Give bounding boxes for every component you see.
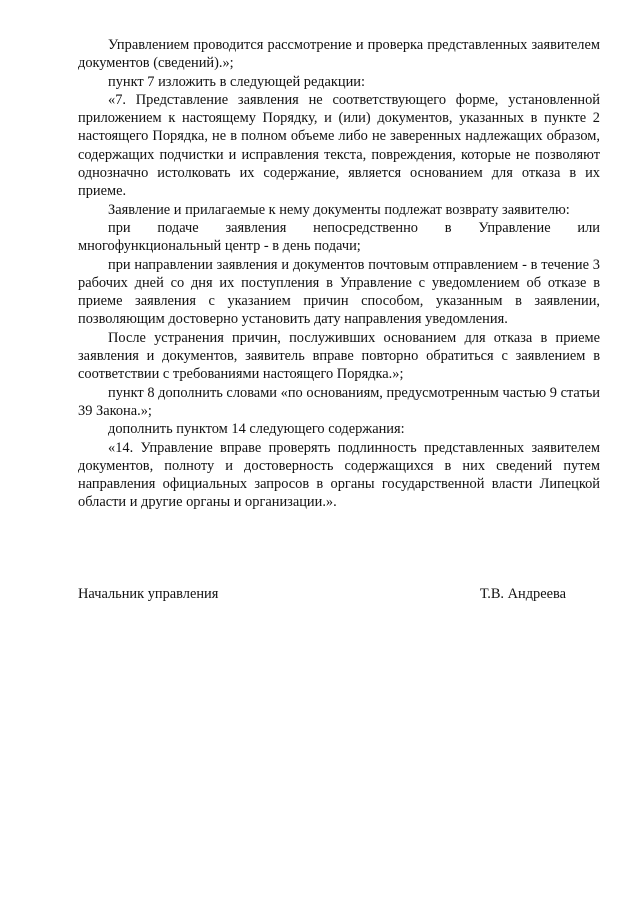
paragraph-item-14-intro: дополнить пунктом 14 следующего содержания: (108, 421, 405, 438)
paragraph-item-7-intro: пункт 7 изложить в следующей редакции: (108, 73, 365, 90)
signatory-name: Т.В. Андреева (479, 586, 566, 602)
paragraph-review-procedure: Управлением проводится рассмотрение и проверка представленных заявителем документов (сведений).»; (78, 37, 600, 72)
paragraph-return-documents: Заявление и прилагаемые к нему документы подлежат возврату заявителю: (108, 201, 570, 218)
paragraph-direct-submission: при подаче заявления непосредственно в Управление или многофункциональный центр - в день подачи; (78, 219, 600, 255)
document-body (78, 36, 600, 512)
signature-block (78, 585, 566, 603)
paragraph-resubmission: После устранения причин, послуживших основанием для отказа в приеме заявления и документов, заявитель вправе повторно обратиться с заявлением в соответствии с требованиями настоящего Порядка.»; (78, 329, 600, 383)
paragraph-item-14-text: «14. Управление вправе проверять подлинность представленных заявителем документов, полноту и достоверность содержащихся в них сведений путем направления официальных запросов в органы государственной власти Липецкой области и другие органы и организации.». (78, 439, 600, 511)
paragraph-item-8-addition: пункт 8 дополнить словами «по основаниям, предусмотренным частью 9 статьи 39 Закона.»; (78, 384, 600, 419)
paragraph-postal-submission: при направлении заявления и документов почтовым отправлением - в течение 3 рабочих дней со дня их поступления в Управление с уведомлением об отказе в приеме заявления с указанием причин способом, указанным в заявлении, позволяющим достоверно установить дату направления уведомления. (78, 256, 600, 328)
paragraph-item-7-text: «7. Представление заявления не соответствующего форме, установленной приложением к настоящему Порядку, и (или) документов, указанных в пункте 2 настоящего Порядка, не в полном объеме либо не заверенных надлежащих образом, содержащих подчистки и исправления текста, повреждения, которые не позволяют однозначно истолковать их содержание, является основанием для отказа в их приеме. (78, 91, 600, 200)
signatory-position: Начальник управления (78, 586, 219, 602)
